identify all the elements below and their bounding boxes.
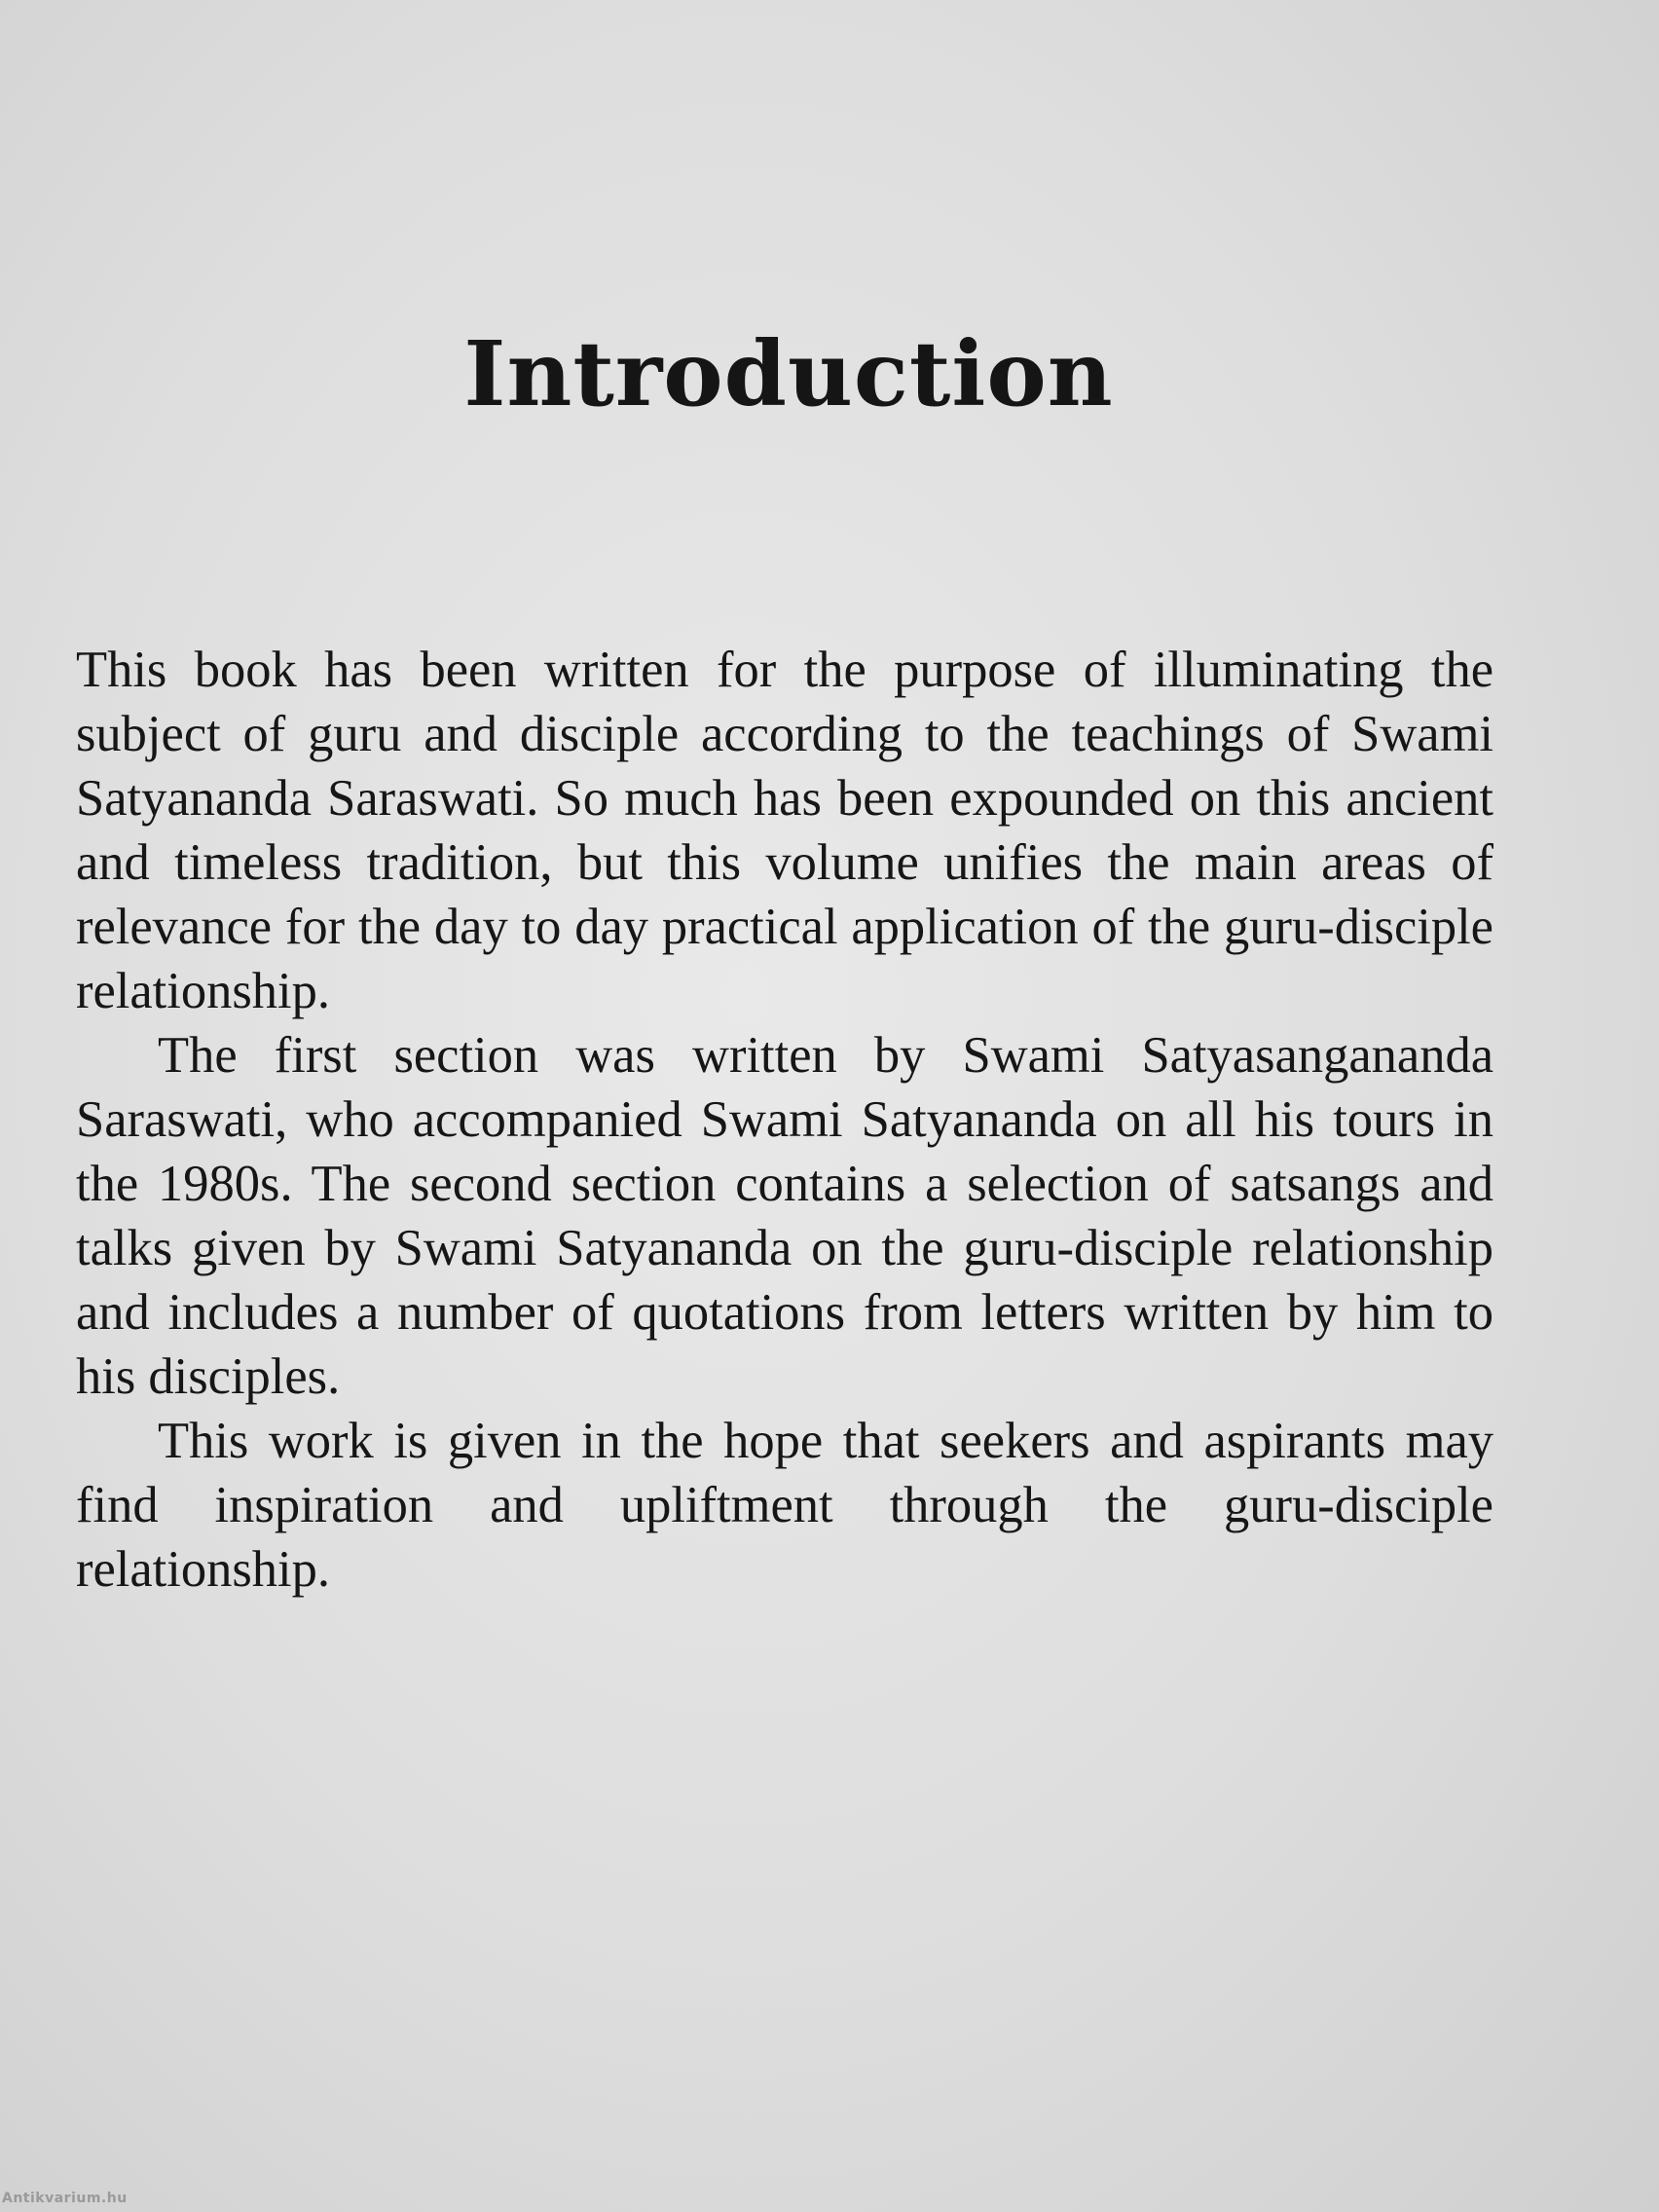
introduction-body [76,638,1493,1602]
paragraph-2: The first section was written by Swami Satyasangananda Saraswati, who accompanied Swami Satyananda on all his tours in the 1980s. The second section contains a selection of satsangs and talks given by Swami Satyananda on the guru-disciple relationship and includes a number of quotations from letters written by him to his disciples. [76,1027,1493,1405]
page-title: Introduction [463,321,1114,426]
paragraph-3: This work is given in the hope that seekers and aspirants may find inspiration and upliftment through the guru-disciple relationship. [76,1413,1493,1598]
watermark-text: Antikvarium.hu [2,2191,128,2206]
paragraph-1: This book has been written for the purpose of illuminating the subject of guru and disciple according to the teachings of Swami Satyananda Saraswati. So much has been expounded on this ancient and timeless tradition, but this volume unifies the main areas of relevance for the day to day practical application of the guru-disciple relationship. [76,642,1493,1019]
